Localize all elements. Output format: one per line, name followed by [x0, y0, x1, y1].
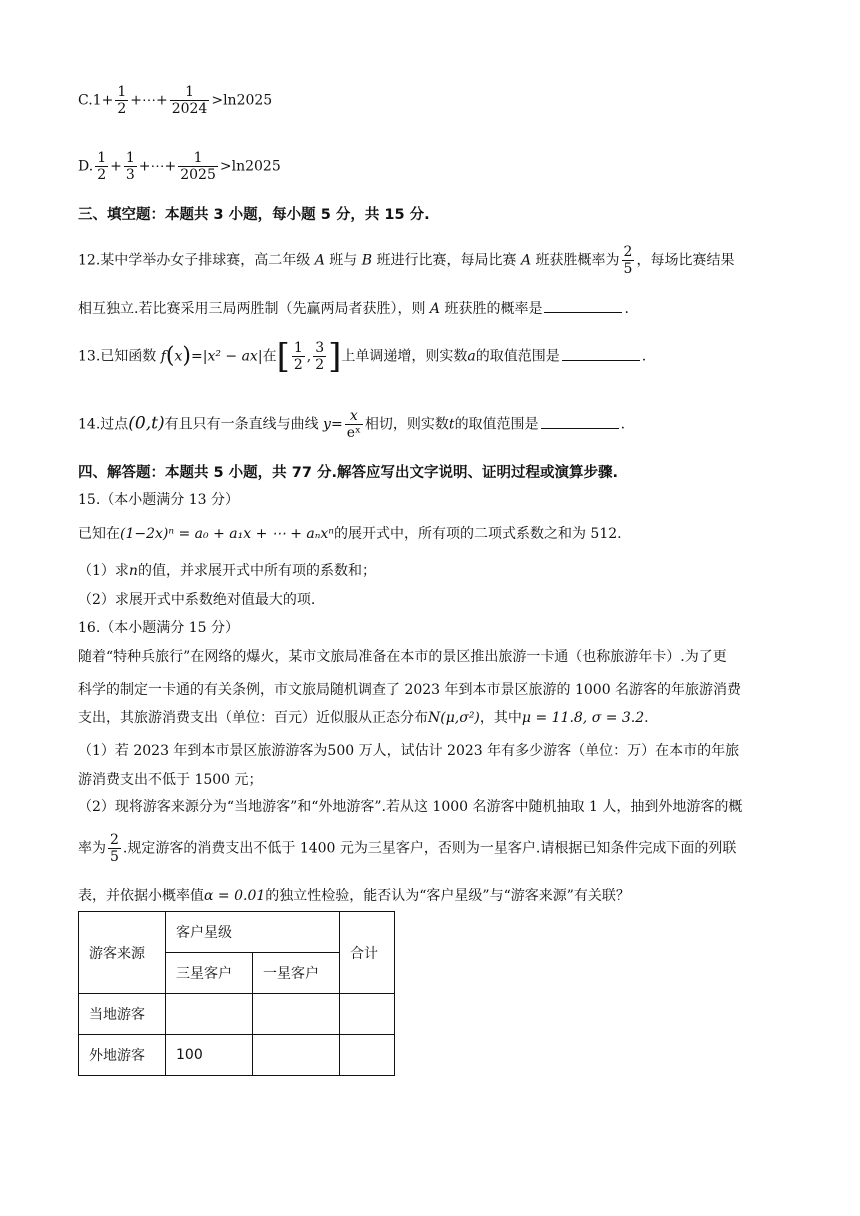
answer-blank[interactable] — [541, 414, 619, 429]
table-header-level: 客户星级 — [166, 912, 340, 953]
answer-blank[interactable] — [562, 346, 640, 361]
table-cell[interactable] — [166, 994, 253, 1035]
contingency-table — [78, 911, 395, 1076]
option-d: D. $\frac{1}{2}$ + $\frac{1}{3}$ +⋯+ $\frac{1}{2025}$ >ln2025 — [78, 150, 281, 183]
fraction: $\frac{1}{2025}$ — [180, 150, 216, 183]
question-16-line-1: 随着“特种兵旅行”在网络的爆火，某市文旅局准备在本市的景区推出旅游一卡通（也称旅游年卡）.为了更 — [78, 649, 727, 665]
question-16-part-2-line-3: 表，并依据小概率值α = 0.01的独立性检验，能否认为“客户星级”与“游客来源”有关联？ — [78, 888, 630, 904]
table-cell[interactable] — [253, 994, 340, 1035]
question-16-part-1-line-1: （1）若 2023 年到本市景区旅游游客为500 万人，试估计 2023 年有多少游客（单位：万）在本市的年旅 — [78, 743, 740, 759]
table-cell[interactable] — [253, 1035, 340, 1076]
normal-distribution: N(μ,σ²) — [428, 710, 480, 726]
fraction: $\frac{2}{5}$ — [623, 244, 633, 277]
table-header-one-star: 一星客户 — [253, 953, 340, 994]
fraction: $\frac{1}{2}$ — [293, 340, 303, 373]
abs-expression: |x² − ax| — [202, 348, 263, 365]
table-cell[interactable] — [340, 994, 395, 1035]
table-cell[interactable]: 100 — [166, 1035, 253, 1076]
table-row — [79, 994, 395, 1035]
table-header-source: 游客来源 — [79, 912, 166, 994]
answer-blank[interactable] — [544, 298, 622, 313]
table-header-total: 合计 — [340, 912, 395, 994]
fraction: $\frac{1}{3}$ — [125, 150, 135, 183]
question-16-line-2: 科学的制定一卡通的有关条例，市文旅局随机调查了 2023 年到本市景区旅游的 1000 名游客的年旅游消费 — [78, 682, 742, 698]
expansion-expression: (1−2x)ⁿ = a₀ + a₁x + ⋯ + aₙxⁿ — [120, 526, 334, 542]
option-c-label: C. — [78, 92, 93, 109]
fraction: $\frac{x}{\text{eˣ}}$ — [346, 408, 361, 441]
fraction: $\frac{3}{2}$ — [315, 340, 325, 373]
question-12-line-2: 相互独立.若比赛采用三局两胜制（先赢两局者获胜），则 A 班获胜的概率是 . — [78, 298, 629, 319]
option-c: C.1+ $\frac{1}{2}$ +⋯+ $\frac{1}{2024}$ >ln2025 — [78, 84, 273, 117]
fraction: $\frac{1}{2}$ — [97, 150, 107, 183]
section-4-heading: 四、解答题：本题共 5 小题，共 77 分.解答应写出文字说明、证明过程或演算步骤. — [78, 465, 618, 481]
table-cell[interactable] — [340, 1035, 395, 1076]
question-16-part-1-line-2: 游消费支出不低于 1500 元； — [78, 772, 263, 788]
question-12-line-1: 12.某中学举办女子排球赛，高二年级 A 班与 B 班进行比赛，每局比赛 A 班获胜概率为 $\frac{2}{5}$ ，每场比赛结果 — [78, 244, 735, 277]
fraction: $\frac{1}{2024}$ — [171, 84, 208, 117]
fraction: $\frac{1}{2}$ — [117, 84, 127, 117]
question-16-part-2-line-1: （2）现将游客来源分为“当地游客”和“外地游客”.若从这 1000 名游客中随机抽取 1 人，抽到外地游客的概 — [78, 799, 743, 815]
question-16-heading: 16.（本小题满分 15 分） — [78, 620, 239, 636]
question-14: 14.过点(0,t)有且只有一条直线与曲线 y= $\frac{x}{\text{eˣ}}$ 相切，则实数t的取值范围是 . — [78, 408, 626, 441]
question-16-part-2-line-2: 率为 $\frac{2}{5}$ .规定游客的消费支出不低于 1400 元为三星客户，否则为一星客户.请根据已知条件完成下面的列联 — [78, 832, 737, 865]
fraction: $\frac{2}{5}$ — [110, 832, 119, 865]
question-15-part-2: （2）求展开式中系数绝对值最大的项. — [78, 592, 316, 608]
question-16-line-3: 支出，其旅游消费支出（单位：百元）近似服从正态分布N(μ,σ²)，其中μ = 11.8, σ = 3.2. — [78, 710, 649, 726]
section-3-heading: 三、填空题：本题共 3 小题，每小题 5 分，共 15 分. — [78, 207, 430, 223]
question-15-heading: 15.（本小题满分 13 分） — [78, 492, 239, 508]
table-row — [79, 1035, 395, 1076]
option-d-label: D. — [78, 158, 94, 175]
question-15-part-1: （1）求n的值，并求展开式中所有项的系数和； — [78, 563, 376, 579]
question-13: 13.已知函数 f(x)=|x² − ax|在[ $\frac{1}{2}$ , $\frac{3}{2}$ ]上单调递增，则实数a的取值范围是 . — [78, 336, 647, 377]
table-header-three-star: 三星客户 — [166, 953, 253, 994]
question-15-stem: 已知在(1−2x)ⁿ = a₀ + a₁x + ⋯ + aₙxⁿ的展开式中，所有项的二项式系数之和为 512. — [78, 526, 622, 542]
table-row-label: 外地游客 — [79, 1035, 166, 1076]
table-row-label: 当地游客 — [79, 994, 166, 1035]
